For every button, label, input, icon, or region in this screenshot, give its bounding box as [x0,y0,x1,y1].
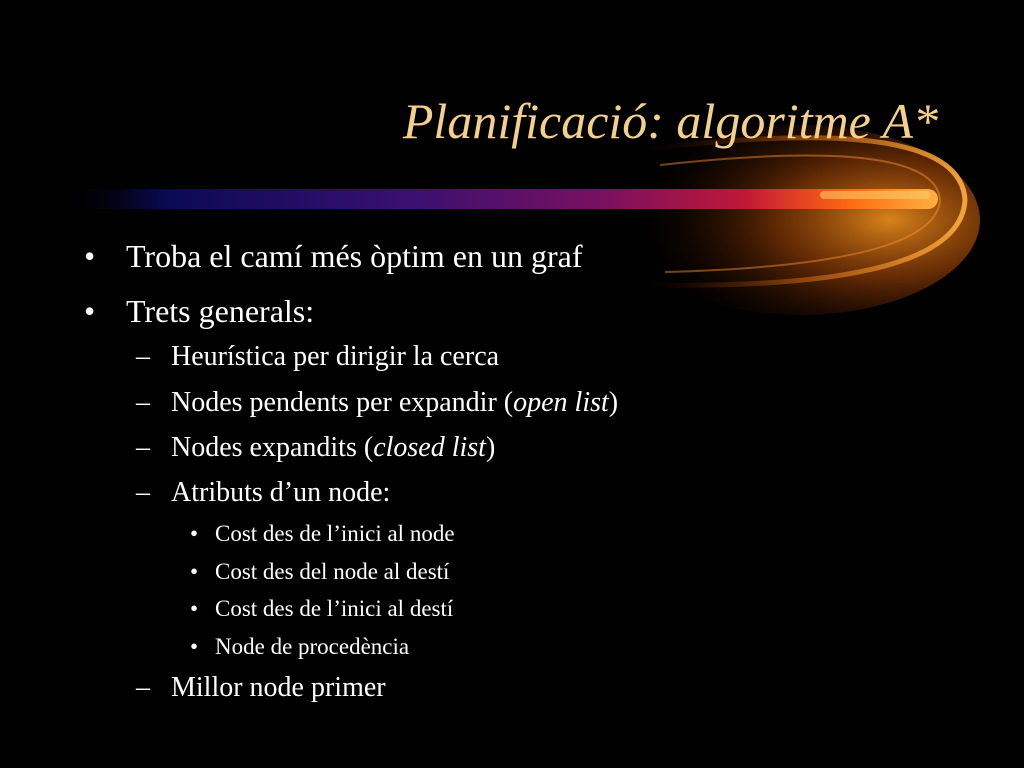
sub-bullet-item [136,389,618,417]
sub-bullet-text-pre: Nodes pendents per expandir ( [171,387,514,418]
slide-title: Planificació: algoritme A* [402,93,938,149]
dash-marker: – [136,477,150,508]
sub-sub-bullet-item [190,635,409,658]
sub-sub-bullet-text: Node de procedència [215,634,410,659]
sub-bullet-text-italic: open list [513,387,609,418]
dash-marker: – [136,672,150,703]
dash-marker: – [136,341,150,372]
sub-bullet-item [136,343,499,371]
sub-sub-bullet-item [190,560,449,583]
bullet-marker: • [190,634,199,659]
sub-sub-bullet-text: Cost des de l’inici al destí [215,596,454,621]
bullet-marker: • [84,238,96,274]
bullet-marker: • [190,596,199,621]
sub-bullet-item [136,479,390,507]
bullet-text: Troba el camí més òptim en un graf [126,238,583,274]
sub-bullet-item [136,434,495,462]
bullet-marker: • [190,521,199,546]
sub-sub-bullet-text: Cost des del node al destí [215,559,450,584]
sub-bullet-text: Atributs d’un node: [171,477,391,508]
sub-bullet-text-post: ) [485,432,496,463]
sub-sub-bullet-text: Cost des de l’inici al node [215,521,455,546]
dash-marker: – [136,432,150,463]
bullet-item [84,295,314,327]
bullet-marker: • [84,293,96,329]
bullet-marker: • [190,559,199,584]
sub-bullet-text: Millor node primer [171,672,386,703]
sub-bullet-text-italic: closed list [373,432,486,463]
bullet-item [84,240,583,272]
sub-sub-bullet-item [190,522,455,545]
sub-bullet-item [136,674,386,702]
sub-sub-bullet-item [190,597,453,620]
sub-bullet-text-post: ) [608,387,619,418]
sub-bullet-text-pre: Nodes expandits ( [171,432,374,463]
dash-marker: – [136,387,150,418]
bullet-text: Trets generals: [126,293,315,329]
sub-bullet-text: Heurística per dirigir la cerca [171,341,500,372]
